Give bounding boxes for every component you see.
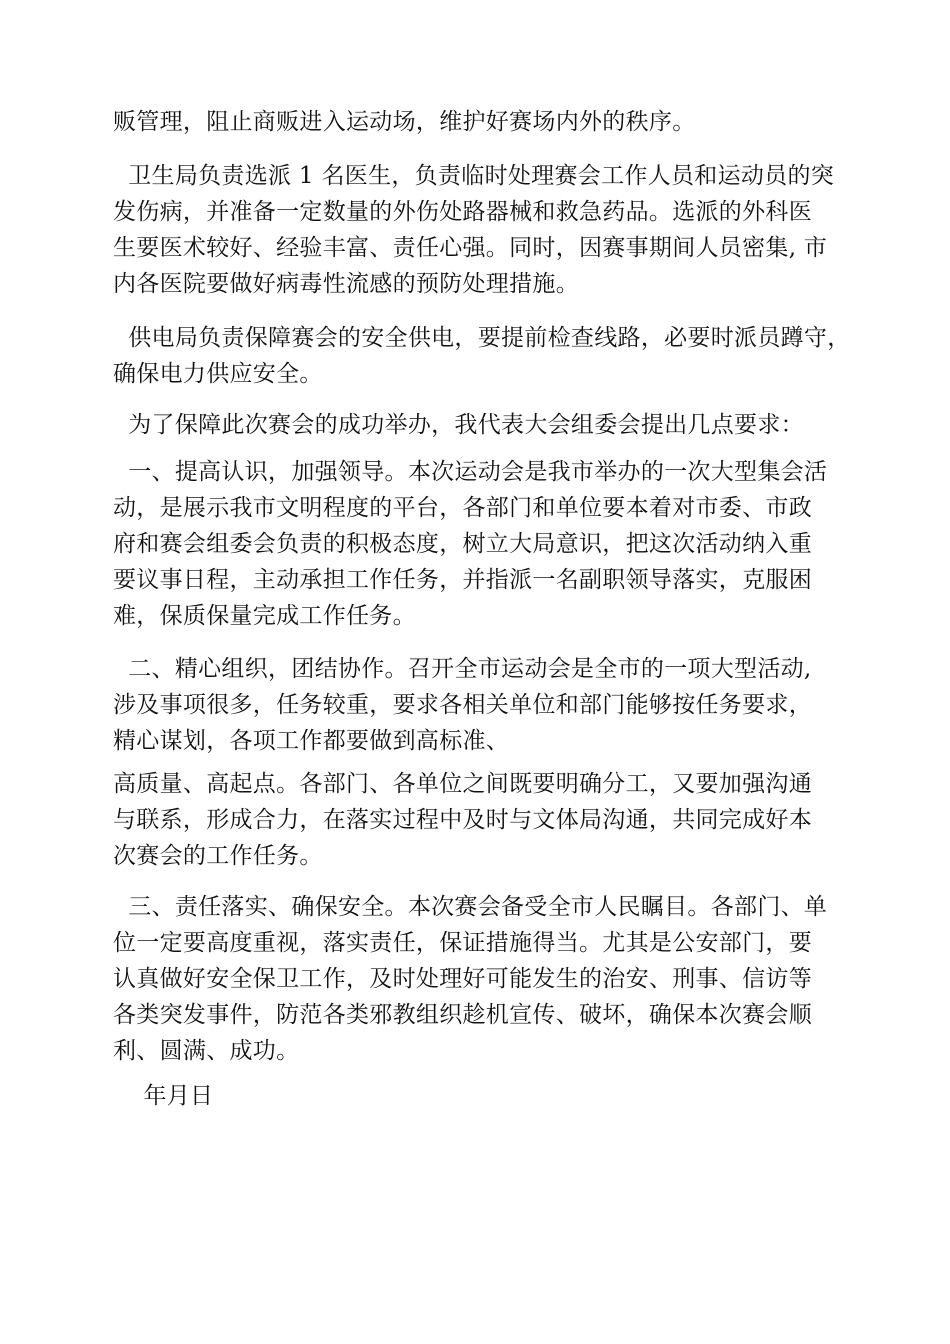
- text-line: 各类突发事件，防范各类邪教组织趁机宣传、破坏，确保本次赛会顺: [113, 1002, 812, 1028]
- text-line: 动，是展示我市文明程度的平台，各部门和单位要本着对市委、市政: [113, 495, 812, 521]
- paragraph-power-bureau: [113, 320, 851, 392]
- paragraph-health-bureau: [113, 158, 843, 302]
- text-line: 难，保质保量完成工作任务。: [113, 603, 416, 629]
- text-line: 二、精心组织，团结协作。召开全市运动会是全市的一项大型活动,: [113, 656, 812, 682]
- text-line: 次赛会的工作任务。: [113, 843, 323, 869]
- text-line: 与联系，形成合力，在落实过程中及时与文体局沟通，共同完成好本: [113, 807, 812, 833]
- text-line: 要议事日程，主动承担工作任务，并指派一名副职领导落实，克服困: [113, 567, 812, 593]
- date-line: [113, 1078, 843, 1114]
- text-line: 高质量、高起点。各部门、各单位之间既要明确分工，又要加强沟通: [113, 771, 812, 797]
- text-line: 认真做好安全保卫工作，及时处理好可能发生的治安、刑事、信访等: [113, 966, 812, 992]
- paragraph-vendor-management: [113, 104, 843, 140]
- text-line: 一、提高认识，加强领导。本次运动会是我市举办的一次大型集会活: [113, 459, 828, 485]
- text-line: 供电局负责保障赛会的安全供电，要提前检查线路，必要时派员蹲守，: [113, 325, 851, 351]
- paragraph-requirement-two: [113, 651, 843, 759]
- date-placeholder: 年月日: [113, 1083, 214, 1109]
- text-line: 位一定要高度重视，落实责任，保证措施得当。尤其是公安部门，要: [113, 930, 812, 956]
- text-line: 生要医术较好、经验丰富、责任心强。同时，因赛事期间人员密集, 市: [113, 235, 828, 261]
- paragraph-requirement-two-continued: [113, 766, 843, 874]
- text-line: 发伤病，并准备一定数量的外伤处路器械和救急药品。选派的外科医: [113, 199, 812, 225]
- paragraph-requirement-three: [113, 889, 843, 1069]
- text-line: 确保电力供应安全。: [113, 361, 323, 387]
- text-line: 府和赛会组委会负责的积极态度，树立大局意识，把这次活动纳入重: [113, 531, 812, 557]
- text-line: 涉及事项很多，任务较重，要求各相关单位和部门能够按任务要求，: [113, 692, 812, 718]
- text-line: 内各医院要做好病毒性流感的预防处理措施。: [113, 271, 579, 297]
- text-line: 贩管理，阻止商贩进入运动场，维护好赛场内外的秩序。: [113, 109, 696, 135]
- text-line: 三、责任落实、确保安全。本次赛会备受全市人民瞩目。各部门、单: [113, 894, 828, 920]
- text-line: 卫生局负责选派 1 名医生，负责临时处理赛会工作人员和运动员的突: [113, 163, 835, 189]
- paragraph-requirements-intro: [113, 407, 843, 443]
- text-line: 精心谋划，各项工作都要做到高标准、: [113, 728, 510, 754]
- text-line: 为了保障此次赛会的成功举办，我代表大会组委会提出几点要求：: [113, 412, 804, 438]
- paragraph-requirement-one: [113, 454, 843, 634]
- text-line: 利、圆满、成功。: [113, 1038, 300, 1064]
